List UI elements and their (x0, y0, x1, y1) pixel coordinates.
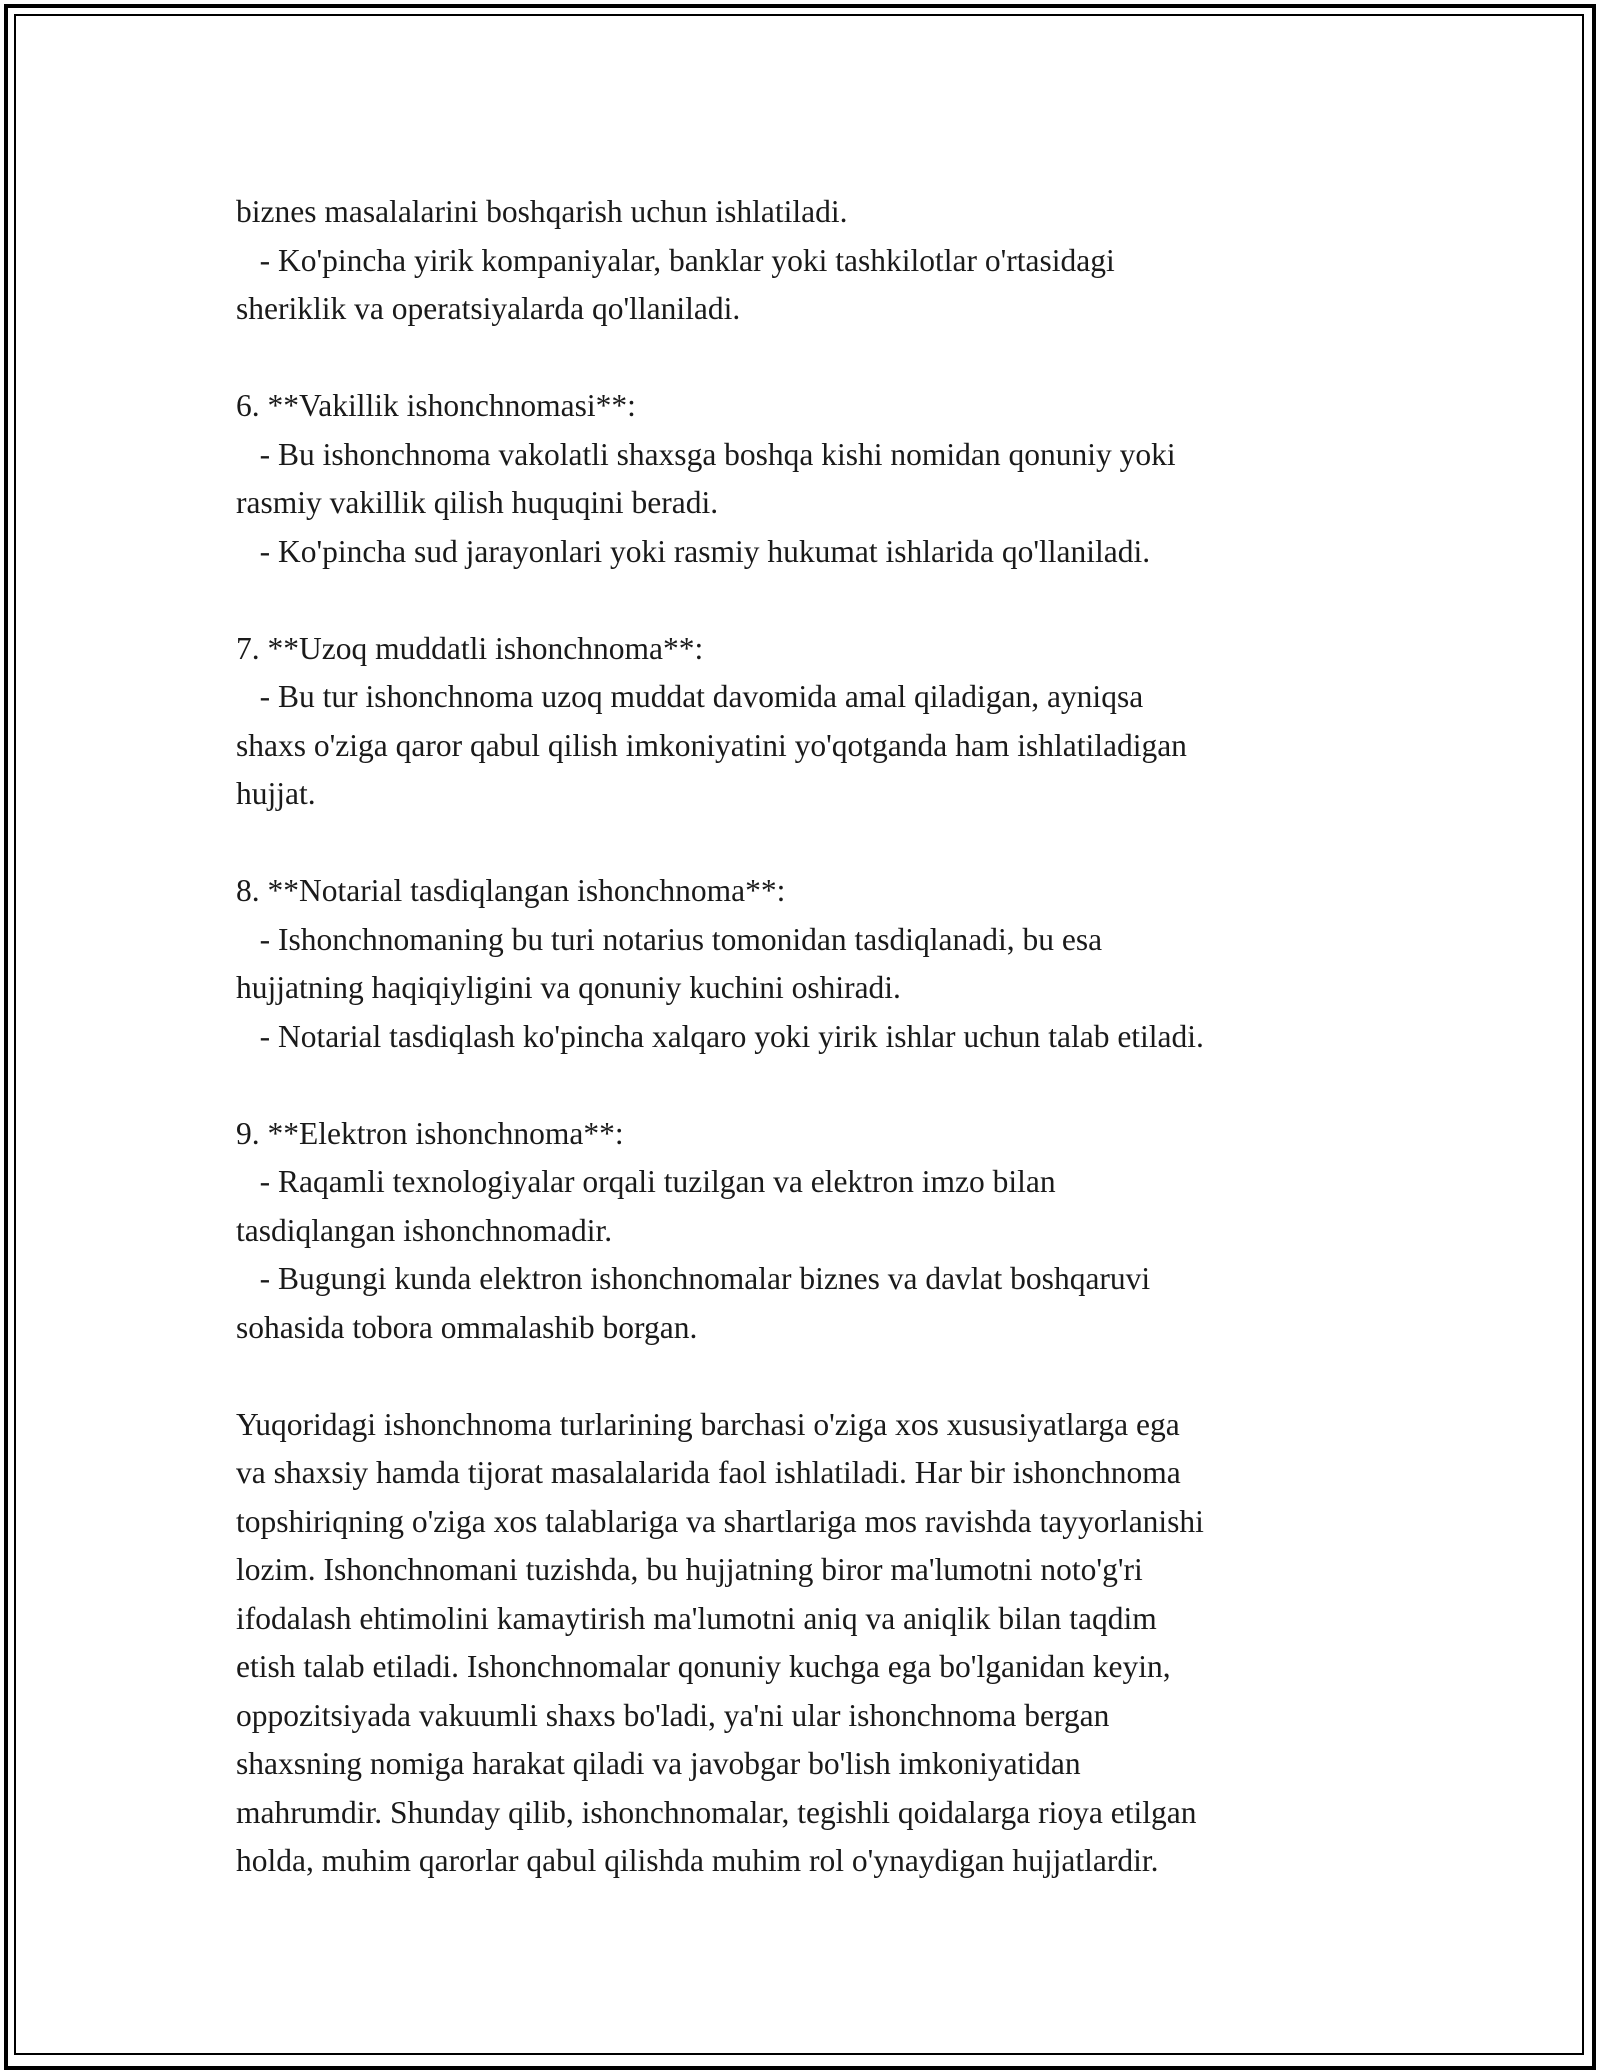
blank-line (236, 819, 1386, 868)
text-line: sohasida tobora ommalashib borgan. (236, 1309, 698, 1345)
text-line: hujjatning haqiqiyligini va qonuniy kuchini oshiradi. (236, 970, 901, 1005)
paragraph-line: shaxsning nomiga harakat qiladi va javobgar bo'lish imkoniyatidan (236, 1746, 1081, 1781)
text-line: - Ko'pincha yirik kompaniyalar, banklar yoki tashkilotlar o'rtasidagi (236, 242, 1115, 278)
text-line: - Ishonchnomaning bu turi notarius tomonidan tasdiqlanadi, bu esa (236, 921, 1103, 957)
text-line: - Bugungi kunda elektron ishonchnomalar biznes va davlat boshqaruvi (236, 1261, 1151, 1296)
blank-line (236, 1061, 1386, 1110)
text-line: shaxs o'ziga qaror qabul qilish imkoniyatini yo'qotganda ham ishlatiladigan (236, 727, 1187, 763)
document-body (236, 188, 1386, 1886)
text-line: tasdiqlangan ishonchnomadir. (236, 1212, 613, 1248)
blank-line (236, 334, 1386, 383)
text-line: - Notarial tasdiqlash ko'pincha xalqaro yoki yirik ishlar uchun talab etiladi. (236, 1018, 1204, 1054)
paragraph-line: oppozitsiyada vakuumli shaxs bo'ladi, ya'ni ular ishonchnoma bergan (236, 1697, 1110, 1733)
section-heading: 7. **Uzoq muddatli ishonchnoma**: (236, 630, 704, 666)
paragraph-line: lozim. Ishonchnomani tuzishda, bu hujjatning biror ma'lumotni noto'g'ri (236, 1552, 1143, 1587)
text-line: biznes masalalarini boshqarish uchun ishlatiladi. (236, 194, 848, 229)
paragraph-line: Yuqoridagi ishonchnoma turlarining barchasi o'ziga xos xususiyatlarga ega (236, 1406, 1180, 1442)
paragraph-line: topshiriqning o'ziga xos talablariga va shartlariga mos ravishda tayyorlanishi (236, 1503, 1204, 1539)
paragraph-line: mahrumdir. Shunday qilib, ishonchnomalar, tegishli qoidalarga rioya etilgan (236, 1794, 1197, 1830)
section-heading: 6. **Vakillik ishonchnomasi**: (236, 388, 636, 423)
paragraph-line: ifodalash ehtimolini kamaytirish ma'lumotni aniq va aniqlik bilan taqdim (236, 1600, 1157, 1636)
paragraph-line: va shaxsiy hamda tijorat masalalarida faol ishlatiladi. Har bir ishonchnoma (236, 1455, 1181, 1490)
section-heading: 8. **Notarial tasdiqlangan ishonchnoma**: (236, 873, 786, 908)
paragraph-line: etish talab etiladi. Ishonchnomalar qonuniy kuchga ega bo'lganidan keyin, (236, 1649, 1171, 1684)
text-line: - Bu tur ishonchnoma uzoq muddat davomida amal qiladigan, ayniqsa (236, 679, 1144, 714)
text-line: sheriklik va operatsiyalarda qo'llaniladi. (236, 291, 741, 326)
text-line: - Raqamli texnologiyalar orqali tuzilgan va elektron imzo bilan (236, 1164, 1056, 1199)
section-heading: 9. **Elektron ishonchnoma**: (236, 1115, 624, 1151)
text-line: - Bu ishonchnoma vakolatli shaxsga boshqa kishi nomidan qonuniy yoki (236, 436, 1176, 472)
paragraph-line: holda, muhim qarorlar qabul qilishda muhim rol o'ynaydigan hujjatlardir. (236, 1843, 1159, 1878)
text-line: - Ko'pincha sud jarayonlari yoki rasmiy hukumat ishlarida qo'llaniladi. (236, 533, 1151, 569)
text-line: hujjat. (236, 776, 316, 811)
blank-line (236, 1352, 1386, 1401)
text-line: rasmiy vakillik qilish huquqini beradi. (236, 485, 719, 520)
blank-line (236, 576, 1386, 625)
